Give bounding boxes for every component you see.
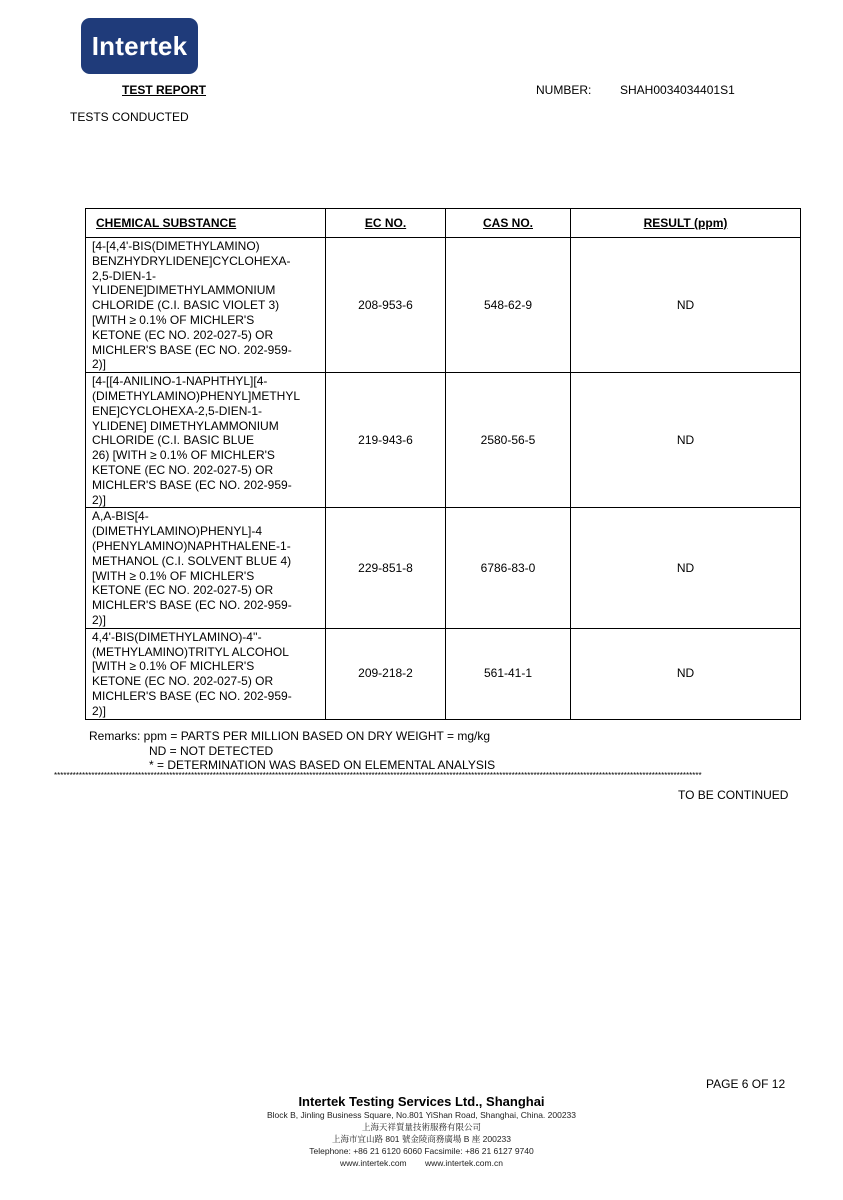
table-row (86, 238, 801, 373)
chemical-substance-table (85, 208, 801, 720)
table-row (86, 628, 801, 719)
remarks-nd: ND = NOT DETECTED (149, 743, 274, 758)
footer-website-link[interactable]: www.intertek.com (340, 1158, 407, 1168)
ec-number: 208-953-6 (326, 238, 446, 373)
header-cas-no: CAS NO. (446, 209, 571, 238)
table-header-row (86, 209, 801, 238)
footer-cn-name: 上海天祥質量技術服務有限公司 (361, 1122, 481, 1132)
footer-websites (0, 1157, 843, 1169)
section-title: TESTS CONDUCTED (70, 110, 189, 124)
substance-name: A,A-BIS[4- (DIMETHYLAMINO)PHENYL]-4 (PHENYLAMINO)NAPHTHALENE-1- METHANOL (C.I. SOLVENT BLUE 4) [WITH ≥ 0.1% OF MICHLER'S KETONE (EC NO. 202-027-5) OR MICHLER'S BASE (EC NO. 202-959- 2)] (86, 508, 326, 628)
result-value: ND (571, 238, 801, 373)
cas-number: 6786-83-0 (446, 508, 571, 628)
report-title: TEST REPORT (122, 83, 207, 97)
substance-name: [4-[[4-ANILINO-1-NAPHTHYL][4- (DIMETHYLAMINO)PHENYL]METHYL ENE]CYCLOHEXA-2,5-DIEN-1- YLIDENE] DIMETHYLAMMONIUM CHLORIDE (C.I. BASIC BLUE 26) [WITH ≥ 0.1% OF MICHLER'S KETONE (EC NO. 202-027-5) OR MICHLER'S BASE (EC NO. 202-959- 2)] (86, 373, 326, 508)
asterisk-separator: **************************************************************************************************************************************************************************************************************** (54, 771, 702, 780)
ec-number: 209-218-2 (326, 628, 446, 719)
logo-text: Intertek (91, 30, 188, 61)
cas-number: 548-62-9 (446, 238, 571, 373)
substance-name: [4-[4,4'-BIS(DIMETHYLAMINO) BENZHYDRYLIDENE]CYCLOHEXA- 2,5-DIEN-1- YLIDENE]DIMETHYLAMMONIUM CHLORIDE (C.I. BASIC VIOLET 3) [WITH ≥ 0.1% OF MICHLER'S KETONE (EC NO. 202-027-5) OR MICHLER'S BASE (EC NO. 202-959- 2)] (86, 238, 326, 373)
remarks (89, 729, 495, 773)
header-chemical-substance: CHEMICAL SUBSTANCE (86, 209, 326, 238)
footer-address: Block B, Jinling Business Square, No.801 YiShan Road, Shanghai, China. 200233 (266, 1110, 577, 1120)
cas-number: 561-41-1 (446, 628, 571, 719)
ec-number: 229-851-8 (326, 508, 446, 628)
result-value: ND (571, 373, 801, 508)
report-number-value: SHAH0034034401S1 (620, 83, 735, 97)
cas-number: 2580-56-5 (446, 373, 571, 508)
table-row (86, 373, 801, 508)
remarks-ppm: Remarks: ppm = PARTS PER MILLION BASED ON DRY WEIGHT = mg/kg (89, 729, 490, 743)
result-value: ND (571, 508, 801, 628)
ec-number: 219-943-6 (326, 373, 446, 508)
substance-name: 4,4'-BIS(DIMETHYLAMINO)-4''- (METHYLAMINO)TRITYL ALCOHOL [WITH ≥ 0.1% OF MICHLER'S KETONE (EC NO. 202-027-5) OR MICHLER'S BASE (EC NO. 202-959- 2)] (86, 628, 326, 719)
intertek-logo (81, 18, 198, 74)
remarks-asterisk: * = DETERMINATION WAS BASED ON ELEMENTAL ANALYSIS (149, 758, 496, 772)
page-number: PAGE 6 OF 12 (706, 1077, 786, 1091)
footer (0, 1094, 843, 1169)
header-ec-no: EC NO. (326, 209, 446, 238)
report-number-label: NUMBER: (536, 83, 592, 97)
to-be-continued: TO BE CONTINUED (678, 788, 789, 802)
table-row (86, 508, 801, 628)
footer-cn-address: 上海市宜山路 801 號金陵商務廣場 B 座 200233 (331, 1134, 512, 1144)
footer-company: Intertek Testing Services Ltd., Shanghai (298, 1094, 545, 1109)
header-result: RESULT (ppm) (571, 209, 801, 238)
result-value: ND (571, 628, 801, 719)
footer-website-cn-link[interactable]: www.intertek.com.cn (425, 1158, 503, 1168)
footer-phone: Telephone: +86 21 6120 6060 Facsimile: +86 21 6127 9740 (309, 1146, 534, 1156)
